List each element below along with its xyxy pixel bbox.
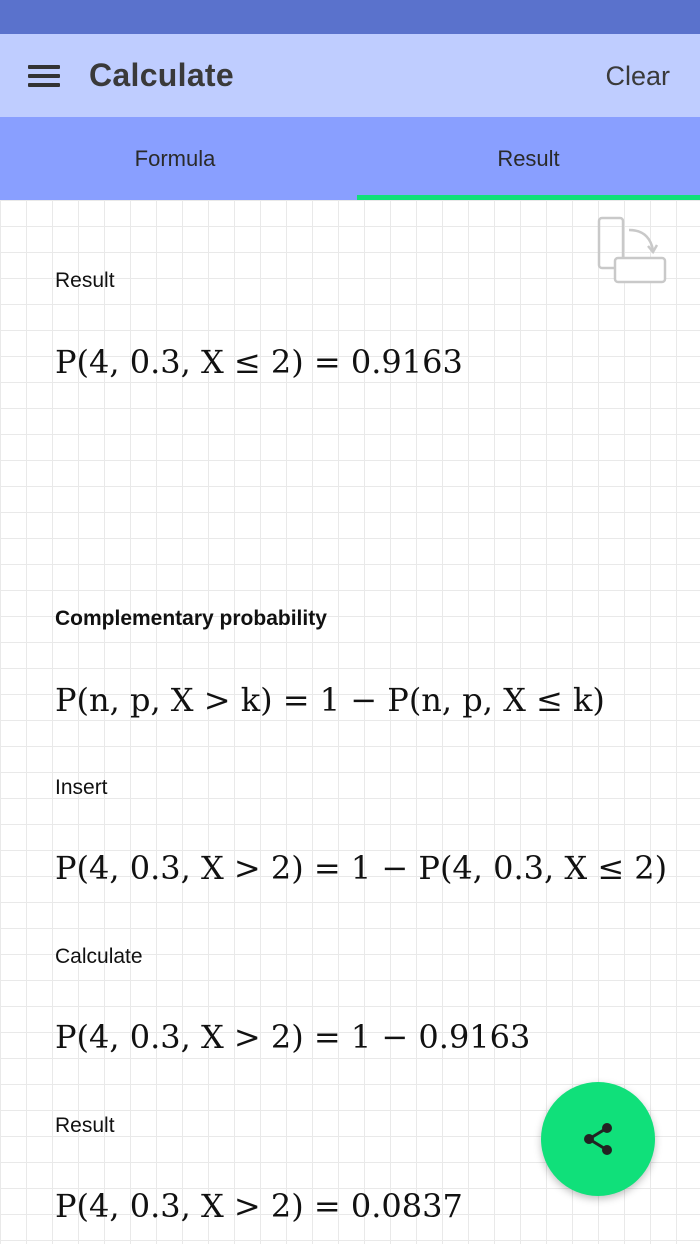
- result-label: Result: [55, 269, 115, 292]
- page-title: Calculate: [89, 57, 234, 93]
- final-result-formula: P(4, 0.3, X > 2) = 0.0837: [55, 1187, 463, 1225]
- calculate-formula: P(4, 0.3, X > 2) = 1 − 0.9163: [55, 1018, 531, 1056]
- complementary-formula: P(n, p, X > k) = 1 − P(n, p, X ≤ k): [55, 681, 605, 719]
- calculate-label: Calculate: [55, 945, 143, 968]
- status-bar: [0, 0, 700, 34]
- complementary-heading: Complementary probability: [55, 607, 327, 630]
- app-bar: [0, 34, 700, 117]
- result-content[interactable]: [0, 200, 700, 1244]
- insert-label: Insert: [55, 776, 108, 799]
- tab-result[interactable]: Result: [497, 146, 560, 171]
- tab-formula[interactable]: Formula: [134, 146, 216, 171]
- clear-button[interactable]: Clear: [605, 61, 670, 91]
- share-button[interactable]: [541, 1082, 655, 1196]
- final-result-label: Result: [55, 1114, 115, 1137]
- share-icon: [580, 1121, 616, 1157]
- insert-formula: P(4, 0.3, X > 2) = 1 − P(4, 0.3, X ≤ 2): [55, 849, 668, 887]
- tab-bar: [0, 117, 700, 200]
- result-formula: P(4, 0.3, X ≤ 2) = 0.9163: [55, 343, 463, 381]
- rotate-device-icon[interactable]: [597, 216, 669, 284]
- menu-icon[interactable]: [22, 56, 66, 96]
